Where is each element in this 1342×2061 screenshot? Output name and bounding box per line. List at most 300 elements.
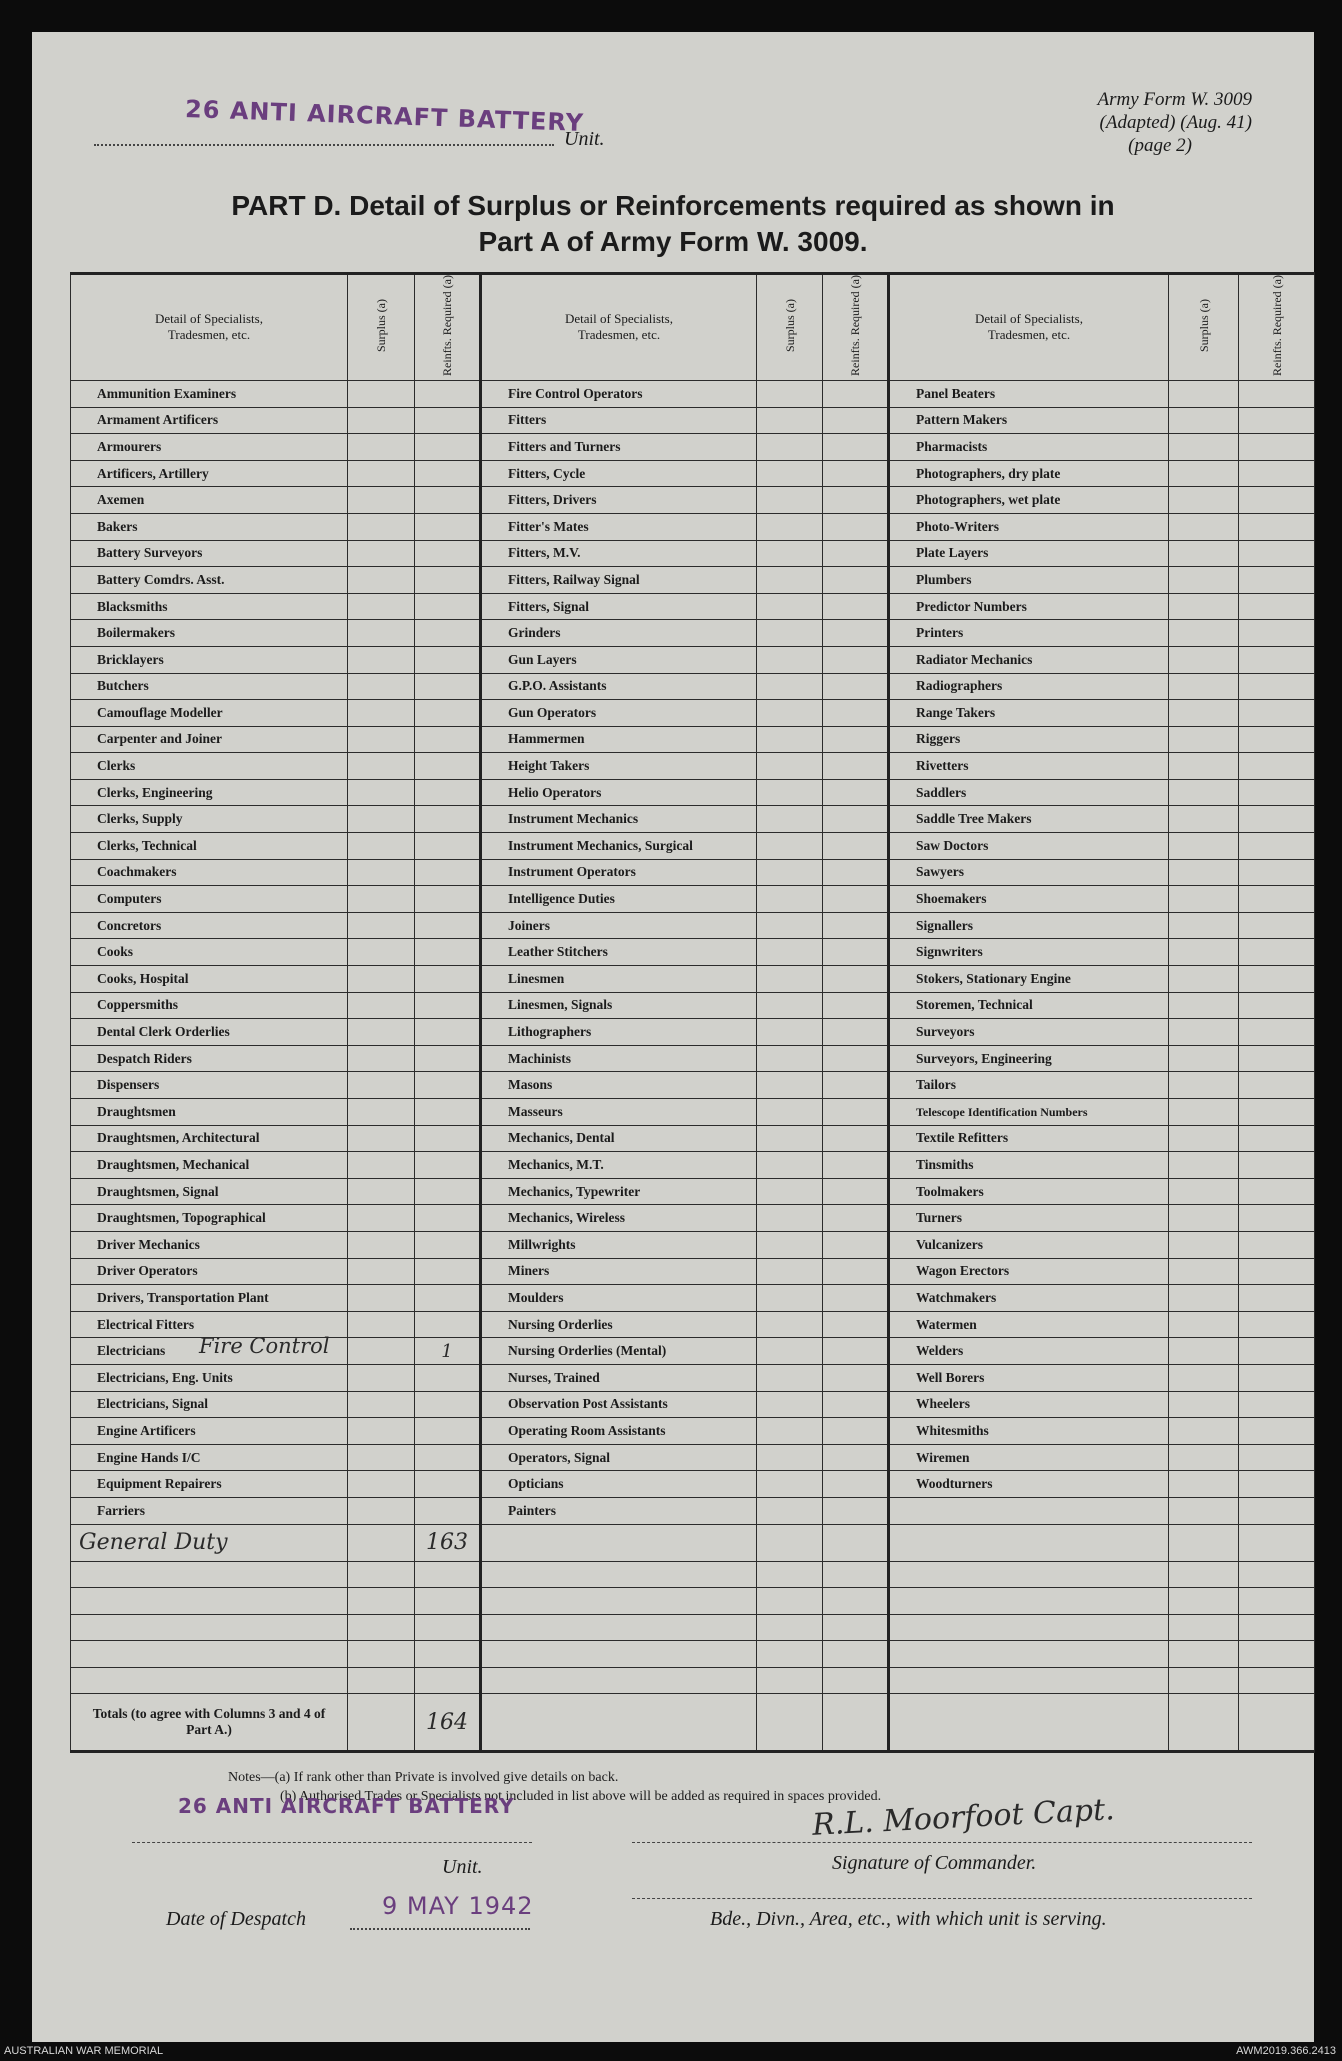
trade-name: Bakers [71,513,348,540]
form-ref-line2: (Adapted) (Aug. 41) [1099,112,1252,133]
reinfts-cell [823,886,889,913]
surplus-cell [348,620,415,647]
surplus-cell [348,1338,415,1365]
surplus-cell [348,567,415,594]
reinfts-cell [1239,833,1315,860]
trade-name: Moulders [481,1285,757,1312]
reinfts-cell [1239,779,1315,806]
page-title [32,188,1314,260]
blank-cell [71,1588,348,1615]
blank-cell [1239,1694,1315,1752]
blank-cell [1239,1641,1315,1668]
footer-unit-line [132,1842,532,1843]
trade-name: Armament Artificers [71,407,348,434]
reinfts-cell [1239,1391,1315,1418]
surplus-cell [348,673,415,700]
blank-cell [71,1561,348,1588]
reinfts-cell [823,700,889,727]
trade-name: Radiator Mechanics [889,646,1169,673]
surplus-cell [348,1019,415,1046]
general-duty-reinfts: 163 [426,1530,468,1555]
trade-name: Painters [481,1497,757,1524]
surplus-cell [1169,513,1239,540]
trade-name: G.P.O. Assistants [481,673,757,700]
reinfts-cell [823,380,889,407]
surplus-cell [1169,1364,1239,1391]
reinfts-cell [823,1258,889,1285]
reinfts-cell [415,1045,481,1072]
surplus-cell [348,939,415,966]
general-duty-reinfts-cell [415,1524,481,1561]
blank-cell [1169,1667,1239,1694]
reinfts-cell [823,1418,889,1445]
trade-name: Fitters, M.V. [481,540,757,567]
trade-name: Fitters [481,407,757,434]
bde-line [632,1898,1252,1899]
blank-cell [71,1614,348,1641]
surplus-cell [1169,1205,1239,1232]
surplus-cell [1169,700,1239,727]
unit-stamp: 26 ANTI AIRCRAFT BATTERY [184,95,585,137]
reinfts-cell [1239,939,1315,966]
trade-name: Surveyors, Engineering [889,1045,1169,1072]
table-row [71,407,1315,434]
table-row [71,726,1315,753]
trade-name: Coppersmiths [71,992,348,1019]
surplus-cell [348,1497,415,1524]
surplus-cell [348,833,415,860]
surplus-cell [1169,1418,1239,1445]
surplus-cell [348,700,415,727]
table-row [71,1045,1315,1072]
form-ref-line3: (page 2) [1128,135,1192,156]
surplus-cell [1169,620,1239,647]
reinfts-cell [823,593,889,620]
trade-name: Instrument Mechanics, Surgical [481,833,757,860]
totals-reinfts-cell [415,1694,481,1752]
trade-name: Hammermen [481,726,757,753]
reinfts-cell [823,1338,889,1365]
blank-cell [1169,1561,1239,1588]
reinfts-cell [415,593,481,620]
surplus-cell [757,992,823,1019]
surplus-cell [1169,1125,1239,1152]
reinfts-cell [1239,487,1315,514]
table-row [71,593,1315,620]
surplus-cell [1169,1338,1239,1365]
reinfts-cell [1239,380,1315,407]
reinfts-cell [823,620,889,647]
table-row [71,1099,1315,1126]
surplus-cell [1169,1072,1239,1099]
signature-label: Signature of Commander. [832,1852,1037,1874]
reinfts-cell [823,460,889,487]
blank-cell [415,1561,481,1588]
footer-unit-stamp: 26 ANTI AIRCRAFT BATTERY [178,1794,515,1818]
surplus-cell [757,513,823,540]
surplus-cell [348,859,415,886]
table-row [71,673,1315,700]
reinfts-cell [1239,700,1315,727]
reinfts-cell [415,540,481,567]
trade-name: Observation Post Assistants [481,1391,757,1418]
reinfts-cell [415,1364,481,1391]
surplus-cell [757,1391,823,1418]
blank-cell [823,1561,889,1588]
surplus-cell [757,1444,823,1471]
blank-cell [1239,1614,1315,1641]
reinfts-cell [823,779,889,806]
form-page [32,32,1314,2042]
blank-cell [481,1524,757,1561]
header-reinfts-3: Reinfts. Required (a) [1239,274,1315,381]
note-b: (b) Authorised Trades or Specialists not included in list above will be added as required in spaces provided. [280,1789,882,1804]
reinfts-cell [415,806,481,833]
blank-cell [757,1561,823,1588]
blank-row [71,1614,1315,1641]
surplus-cell [757,966,823,993]
blank-cell [889,1588,1169,1615]
trade-name: Leather Stitchers [481,939,757,966]
reinfts-cell [1239,1497,1315,1524]
trade-name: Linesmen, Signals [481,992,757,1019]
reinfts-cell [415,966,481,993]
reinfts-cell [823,1444,889,1471]
trade-name: Photo-Writers [889,513,1169,540]
general-duty-cell [71,1524,348,1561]
blank-cell [1169,1614,1239,1641]
reinfts-cell [1239,434,1315,461]
reinfts-cell [1239,1045,1315,1072]
surplus-cell [348,1152,415,1179]
trade-name: Driver Operators [71,1258,348,1285]
trade-name: Battery Comdrs. Asst. [71,567,348,594]
reinfts-cell [1239,513,1315,540]
reinfts-cell [415,1311,481,1338]
trade-name: Draughtsmen, Topographical [71,1205,348,1232]
reinfts-cell [823,992,889,1019]
trade-name: Range Takers [889,700,1169,727]
reinfts-cell [1239,1152,1315,1179]
header-surplus-1: Surplus (a) [348,274,415,381]
surplus-cell [1169,487,1239,514]
surplus-cell [757,1178,823,1205]
trade-name [889,1497,1169,1524]
surplus-cell [348,806,415,833]
blank-cell [757,1694,823,1752]
surplus-cell [1169,380,1239,407]
reinfts-cell [1239,1205,1315,1232]
surplus-cell [1169,407,1239,434]
reinfts-cell [823,1205,889,1232]
table-totals [71,1694,1315,1752]
surplus-cell [757,1231,823,1258]
table-row [71,1497,1315,1524]
trade-name: Clerks, Engineering [71,779,348,806]
trade-name: Equipment Repairers [71,1471,348,1498]
surplus-cell [757,1045,823,1072]
surplus-cell [348,487,415,514]
unit-label: Unit. [564,128,605,150]
reinfts-cell [823,434,889,461]
surplus-cell [1169,646,1239,673]
reinfts-cell [415,1178,481,1205]
surplus-cell [757,779,823,806]
general-duty-text: General Duty [79,1530,228,1555]
blank-cell [889,1694,1169,1752]
trade-name: Stokers, Stationary Engine [889,966,1169,993]
blank-cell [823,1667,889,1694]
surplus-cell [348,1099,415,1126]
reinfts-cell [1239,1311,1315,1338]
reinfts-cell [415,1338,481,1365]
trade-name: Wagon Erectors [889,1258,1169,1285]
surplus-cell [1169,833,1239,860]
surplus-cell [757,460,823,487]
trade-name: Farriers [71,1497,348,1524]
blank-cell [889,1667,1169,1694]
reinfts-cell [823,1099,889,1126]
blank-cell [823,1524,889,1561]
blank-row [71,1667,1315,1694]
reinfts-cell [823,912,889,939]
surplus-cell [757,806,823,833]
surplus-cell [1169,726,1239,753]
reinfts-cell [415,1258,481,1285]
reinfts-cell [823,1072,889,1099]
caption-right: AWM2019.366.2413 [1236,2045,1336,2057]
reinfts-cell [415,779,481,806]
date-stamp: 9 MAY 1942 [382,1892,534,1920]
surplus-cell [757,1418,823,1445]
specialists-table [70,272,1315,1753]
blank-cell [823,1694,889,1752]
table-row [71,859,1315,886]
reinfts-cell [415,1285,481,1312]
table-row [71,434,1315,461]
commander-signature: R.L. Moorfoot Capt. [811,1792,1116,1843]
trade-name: Fitters, Signal [481,593,757,620]
trade-name: Instrument Operators [481,859,757,886]
table-row [71,833,1315,860]
trade-name: Camouflage Modeller [71,700,348,727]
trade-name: Dental Clerk Orderlies [71,1019,348,1046]
trade-name: Ammunition Examiners [71,380,348,407]
blank-cell [1169,1524,1239,1561]
reinfts-cell [823,1152,889,1179]
reinfts-cell [823,726,889,753]
blank-cell [889,1641,1169,1668]
blank-cell [415,1641,481,1668]
fire-control-note: Fire Control [199,1334,330,1359]
reinfts-cell [415,912,481,939]
totals-reinfts: 164 [426,1709,468,1735]
trade-name: Battery Surveyors [71,540,348,567]
table-row-general-duty [71,1524,1315,1561]
surplus-cell [348,912,415,939]
trade-name: Dispensers [71,1072,348,1099]
blank-cell [481,1614,757,1641]
table-row [71,939,1315,966]
blank-cell [415,1667,481,1694]
reinfts-cell [823,646,889,673]
trade-name: Fitter's Mates [481,513,757,540]
table-row [71,966,1315,993]
trade-name: Signallers [889,912,1169,939]
table-row [71,646,1315,673]
table-extra [71,1524,1315,1561]
trade-name: Printers [889,620,1169,647]
reinfts-cell [1239,1471,1315,1498]
reinfts-cell [415,1471,481,1498]
date-line [350,1928,530,1930]
table-row [71,1418,1315,1445]
trade-name: Armourers [71,434,348,461]
bde-label: Bde., Divn., Area, etc., with which unit is serving. [710,1908,1107,1930]
trade-name: Artificers, Artillery [71,460,348,487]
reinfts-cell [823,753,889,780]
trade-name: Linesmen [481,966,757,993]
trade-name: Draughtsmen, Mechanical [71,1152,348,1179]
surplus-cell [348,1205,415,1232]
table-row [71,886,1315,913]
surplus-cell [348,380,415,407]
surplus-cell [348,1364,415,1391]
blank-cell [1239,1524,1315,1561]
blank-cell [481,1694,757,1752]
surplus-cell [757,1152,823,1179]
table-row [71,380,1315,407]
reinfts-cell [415,513,481,540]
trade-name: Tailors [889,1072,1169,1099]
reinfts-cell [823,1125,889,1152]
trade-name: Nurses, Trained [481,1364,757,1391]
trade-name: Electricians Fire Control [71,1338,348,1365]
surplus-cell [757,540,823,567]
blank-cell [1239,1561,1315,1588]
surplus-cell [348,1045,415,1072]
surplus-cell [1169,1099,1239,1126]
reinfts-cell [1239,540,1315,567]
surplus-cell [348,460,415,487]
trade-name: Whitesmiths [889,1418,1169,1445]
surplus-cell [1169,1178,1239,1205]
reinfts-cell [415,1497,481,1524]
surplus-cell [757,1019,823,1046]
trade-name: Wiremen [889,1444,1169,1471]
reinfts-cell [1239,1178,1315,1205]
reinfts-cell [415,1019,481,1046]
trade-name: Watchmakers [889,1285,1169,1312]
trade-name: Driver Mechanics [71,1231,348,1258]
table-row [71,1019,1315,1046]
reinfts-cell [415,646,481,673]
table-row [71,912,1315,939]
surplus-cell [1169,1231,1239,1258]
trade-name: Cooks, Hospital [71,966,348,993]
trade-name: Sawyers [889,859,1169,886]
reinfts-cell [1239,1019,1315,1046]
surplus-cell [1169,806,1239,833]
surplus-cell [757,939,823,966]
surplus-cell [1169,460,1239,487]
reinfts-cell [823,1231,889,1258]
blank-cell [481,1667,757,1694]
title-line1: PART D. Detail of Surplus or Reinforcements required as shown in [231,190,1115,221]
reinfts-cell [415,939,481,966]
surplus-cell [1169,966,1239,993]
surplus-cell [348,1418,415,1445]
trade-name: Shoemakers [889,886,1169,913]
reinfts-cell [823,1497,889,1524]
trade-name: Riggers [889,726,1169,753]
trade-name: Operators, Signal [481,1444,757,1471]
reinfts-cell [823,1045,889,1072]
reinfts-cell [823,1391,889,1418]
blank-cell [348,1561,415,1588]
blank-cell [757,1588,823,1615]
surplus-cell [757,700,823,727]
trade-name: Despatch Riders [71,1045,348,1072]
surplus-cell [757,434,823,461]
table-row [71,567,1315,594]
form-ref-line1: Army Form W. 3009 [1097,89,1252,110]
reinfts-cell [1239,726,1315,753]
blank-row [71,1561,1315,1588]
trade-name: Electrical Fitters [71,1311,348,1338]
reinfts-cell [1239,1072,1315,1099]
surplus-cell [348,434,415,461]
unit-line [94,144,554,146]
table-row [71,513,1315,540]
trade-name: Mechanics, M.T. [481,1152,757,1179]
reinfts-cell [415,1418,481,1445]
surplus-cell [1169,1045,1239,1072]
header-surplus-2: Surplus (a) [757,274,823,381]
reinfts-cell [415,753,481,780]
reinfts-cell [1239,1258,1315,1285]
surplus-cell [757,726,823,753]
table-row [71,487,1315,514]
trade-name: Joiners [481,912,757,939]
blank-cell [1169,1641,1239,1668]
surplus-cell [1169,1258,1239,1285]
surplus-cell [757,859,823,886]
reinfts-cell [823,1471,889,1498]
blank-cell [889,1614,1169,1641]
blank-cell [481,1588,757,1615]
blank-row [71,1588,1315,1615]
reinfts-cell [415,1444,481,1471]
reinfts-cell [823,806,889,833]
surplus-cell [348,753,415,780]
trade-name: Clerks, Technical [71,833,348,860]
trade-name: Watermen [889,1311,1169,1338]
surplus-cell [1169,593,1239,620]
surplus-cell [757,1205,823,1232]
surplus-cell [1169,1311,1239,1338]
reinfts-cell [823,859,889,886]
trade-name: Butchers [71,673,348,700]
trade-name: Nursing Orderlies [481,1311,757,1338]
surplus-cell [348,726,415,753]
trade-name: Boilermakers [71,620,348,647]
reinfts-cell [823,939,889,966]
reinfts-cell [1239,593,1315,620]
reinfts-cell [1239,912,1315,939]
surplus-cell [757,487,823,514]
surplus-cell [757,1311,823,1338]
